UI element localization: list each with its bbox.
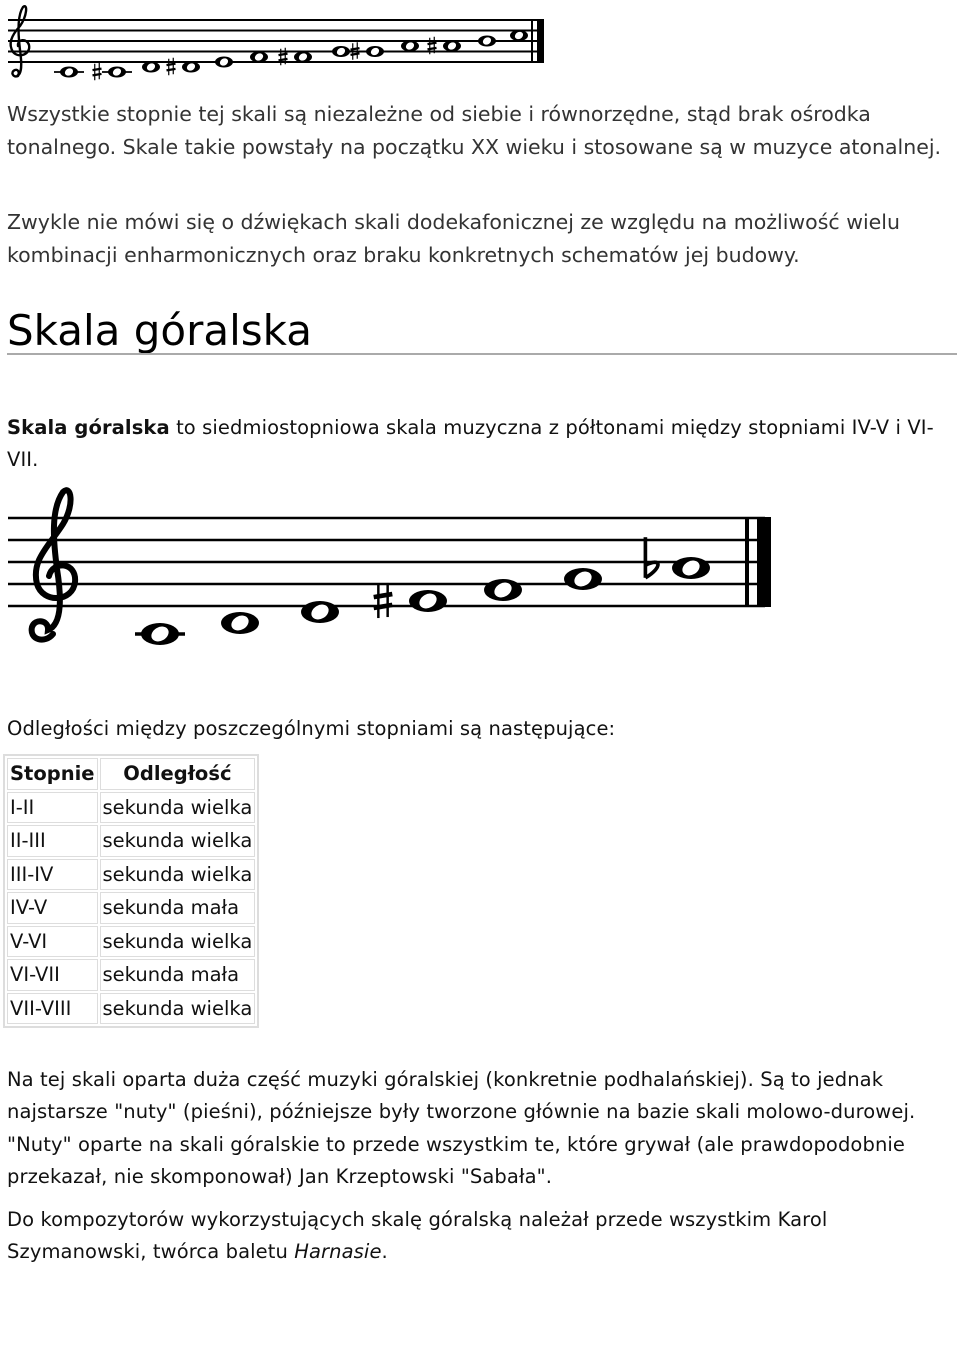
section-heading: Skala góralska [7,306,312,355]
table-row [7,825,255,857]
column-header-stopnie: Stopnie [7,758,98,790]
cell-odleglosc: sekunda mała [100,892,256,924]
final-barline [531,19,544,63]
outro-paragraph-1: Na tej skali oparta duża część muzyki góralskiej (konkretnie podhalańskiej). Są to jednak najstarsze "nuty" (pieśni), późniejsze były tworzone głównie na bazie skali molowo-durowej. "Nuty" oparte na skali góralskie to przede wszystkim te, które grywał (ale prawdopodobnie przekazał, nie skomponował) Jan Krzeptowski "Sabała". [7,1068,916,1188]
cell-stopnie: I-II [7,792,98,824]
table-row [7,859,255,891]
final-barline [745,517,771,607]
outro-paragraph-2 [7,1204,952,1269]
cell-odleglosc: sekunda mała [100,959,256,991]
cell-stopnie: II-III [7,825,98,857]
sharp-icon [167,58,176,76]
outro-text: Do kompozytorów wykorzystujących skalę góralską należał przede wszystkim Karol Szymanowski, twórca baletu [7,1208,828,1264]
whole-note [182,62,200,73]
distances-table [3,754,259,1028]
cell-odleglosc: sekunda wielka [100,926,256,958]
goralska-scale-staff [5,484,775,656]
whole-note [301,601,339,623]
whole-note [215,57,233,68]
whole-note [484,579,522,601]
whole-note [564,568,602,590]
whole-note [102,67,132,78]
cell-stopnie: IV-V [7,892,98,924]
whole-note [250,52,268,63]
sharp-icon [93,63,102,81]
definition-paragraph [7,412,952,477]
whole-note [142,62,160,73]
whole-note [672,557,710,579]
heading-divider [7,353,957,355]
staff-lines [8,20,541,62]
cell-stopnie: VI-VII [7,959,98,991]
definition-term: Skala góralska [7,416,170,439]
intro-paragraph-2: Zwykle nie mówi się o dźwiękach skali dodekafonicznej ze względu na możliwość wielu kombinacji enharmonicznych oraz braku konkretnych schematów jej budowy. [7,210,900,267]
column-header-odleglosc: Odległość [100,758,256,790]
chromatic-scale-staff [5,4,553,84]
whole-note [443,41,461,52]
table-row [7,926,255,958]
cell-stopnie: V-VI [7,926,98,958]
flat-icon [645,537,658,578]
table-row [7,892,255,924]
cell-stopnie: VII-VIII [7,993,98,1025]
outro-end: . [381,1240,388,1264]
whole-note [478,36,496,47]
table-row [7,959,255,991]
distances-intro: Odległości między poszczególnymi stopniami są następujące: [7,717,616,740]
sharp-icon [374,583,393,618]
cell-odleglosc: sekunda wielka [100,993,256,1025]
cell-odleglosc: sekunda wielka [100,859,256,891]
cell-odleglosc: sekunda wielka [100,792,256,824]
cell-odleglosc: sekunda wielka [100,825,256,857]
definition-text: to siedmiostopniowa skala muzyczna z półtonami między stopniami IV-V i VI-VII. [7,416,934,472]
whole-note [221,612,259,634]
treble-clef-icon [32,490,75,639]
whole-note [332,46,350,57]
whole-note [510,30,528,41]
table-row [7,792,255,824]
whole-note [409,590,447,612]
whole-note [401,41,419,52]
intro-paragraph-1: Wszystkie stopnie tej skali są niezależne od siebie i równorzędne, stąd brak ośrodka tonalnego. Skale takie powstały na początku XX wieku i stosowane są w muzyce atonalnej. [7,102,942,159]
whole-note [135,623,185,645]
table-row [7,993,255,1025]
whole-note [54,67,84,78]
whole-note [294,52,312,63]
cell-stopnie: III-IV [7,859,98,891]
whole-note [366,46,384,57]
table-header-row [7,758,255,790]
ballet-title: Harnasie [294,1240,382,1264]
